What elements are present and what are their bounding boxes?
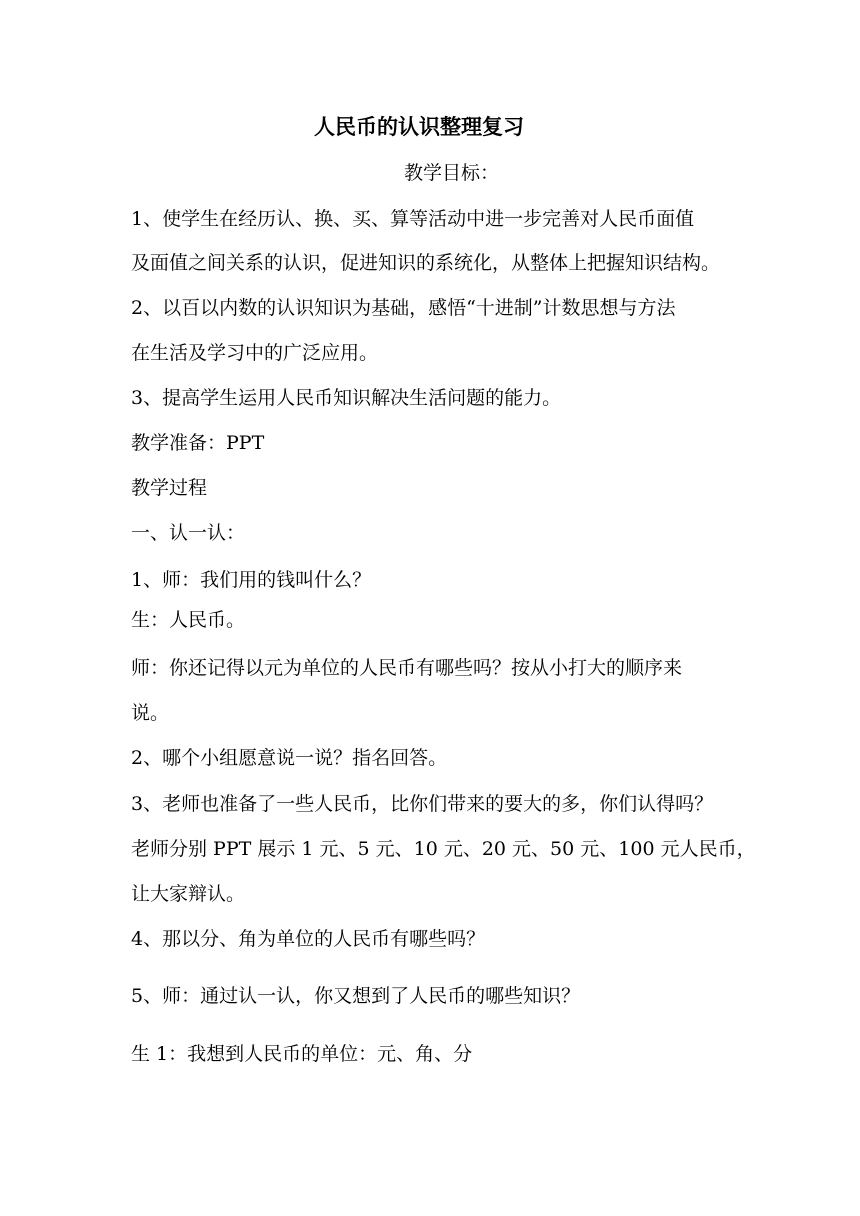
body-line: 1、使学生在经历认、换、买、算等活动中进一步完善对人民币面值 (131, 208, 695, 230)
body-line: 生 1：我想到人民币的单位：元、角、分 (131, 1043, 473, 1065)
body-line: 4、那以分、角为单位的人民币有哪些吗？ (131, 928, 486, 950)
body-line: 3、提高学生运用人民币知识解决生活问题的能力。 (131, 387, 562, 409)
document-title: 人民币的认识整理复习 (314, 115, 524, 139)
body-line: 教学准备：PPT (131, 432, 265, 454)
body-line: 1、师：我们用的钱叫什么？ (131, 569, 372, 591)
body-line: 教学过程 (131, 477, 208, 499)
body-line: 一、认一认： (131, 522, 246, 544)
body-line: 生：人民币。 (131, 609, 246, 631)
body-line: 及面值之间关系的认识，促进知识的系统化，从整体上把握知识结构。 (131, 252, 721, 274)
body-line: 3、老师也准备了一些人民币，比你们带来的要大的多，你们认得吗？ (131, 793, 714, 815)
body-line: 让大家辩认。 (131, 883, 246, 905)
body-line: 5、师：通过认一认，你又想到了人民币的哪些知识？ (131, 985, 581, 1007)
body-line: 师：你还记得以元为单位的人民币有哪些吗？按从小打大的顺序来 (131, 657, 683, 679)
body-line: 2、哪个小组愿意说一说？指名回答。 (131, 747, 448, 769)
body-line: 在生活及学习中的广泛应用。 (131, 342, 379, 364)
body-line: 老师分别 PPT 展示 1 元、5 元、10 元、20 元、50 元、100 元人民币， (131, 838, 756, 860)
section-heading: 教学目标： (404, 162, 500, 184)
body-line: 2、以百以内数的认识知识为基础，感悟“十进制”计数思想与方法 (131, 297, 676, 319)
body-line: 说。 (131, 702, 170, 724)
